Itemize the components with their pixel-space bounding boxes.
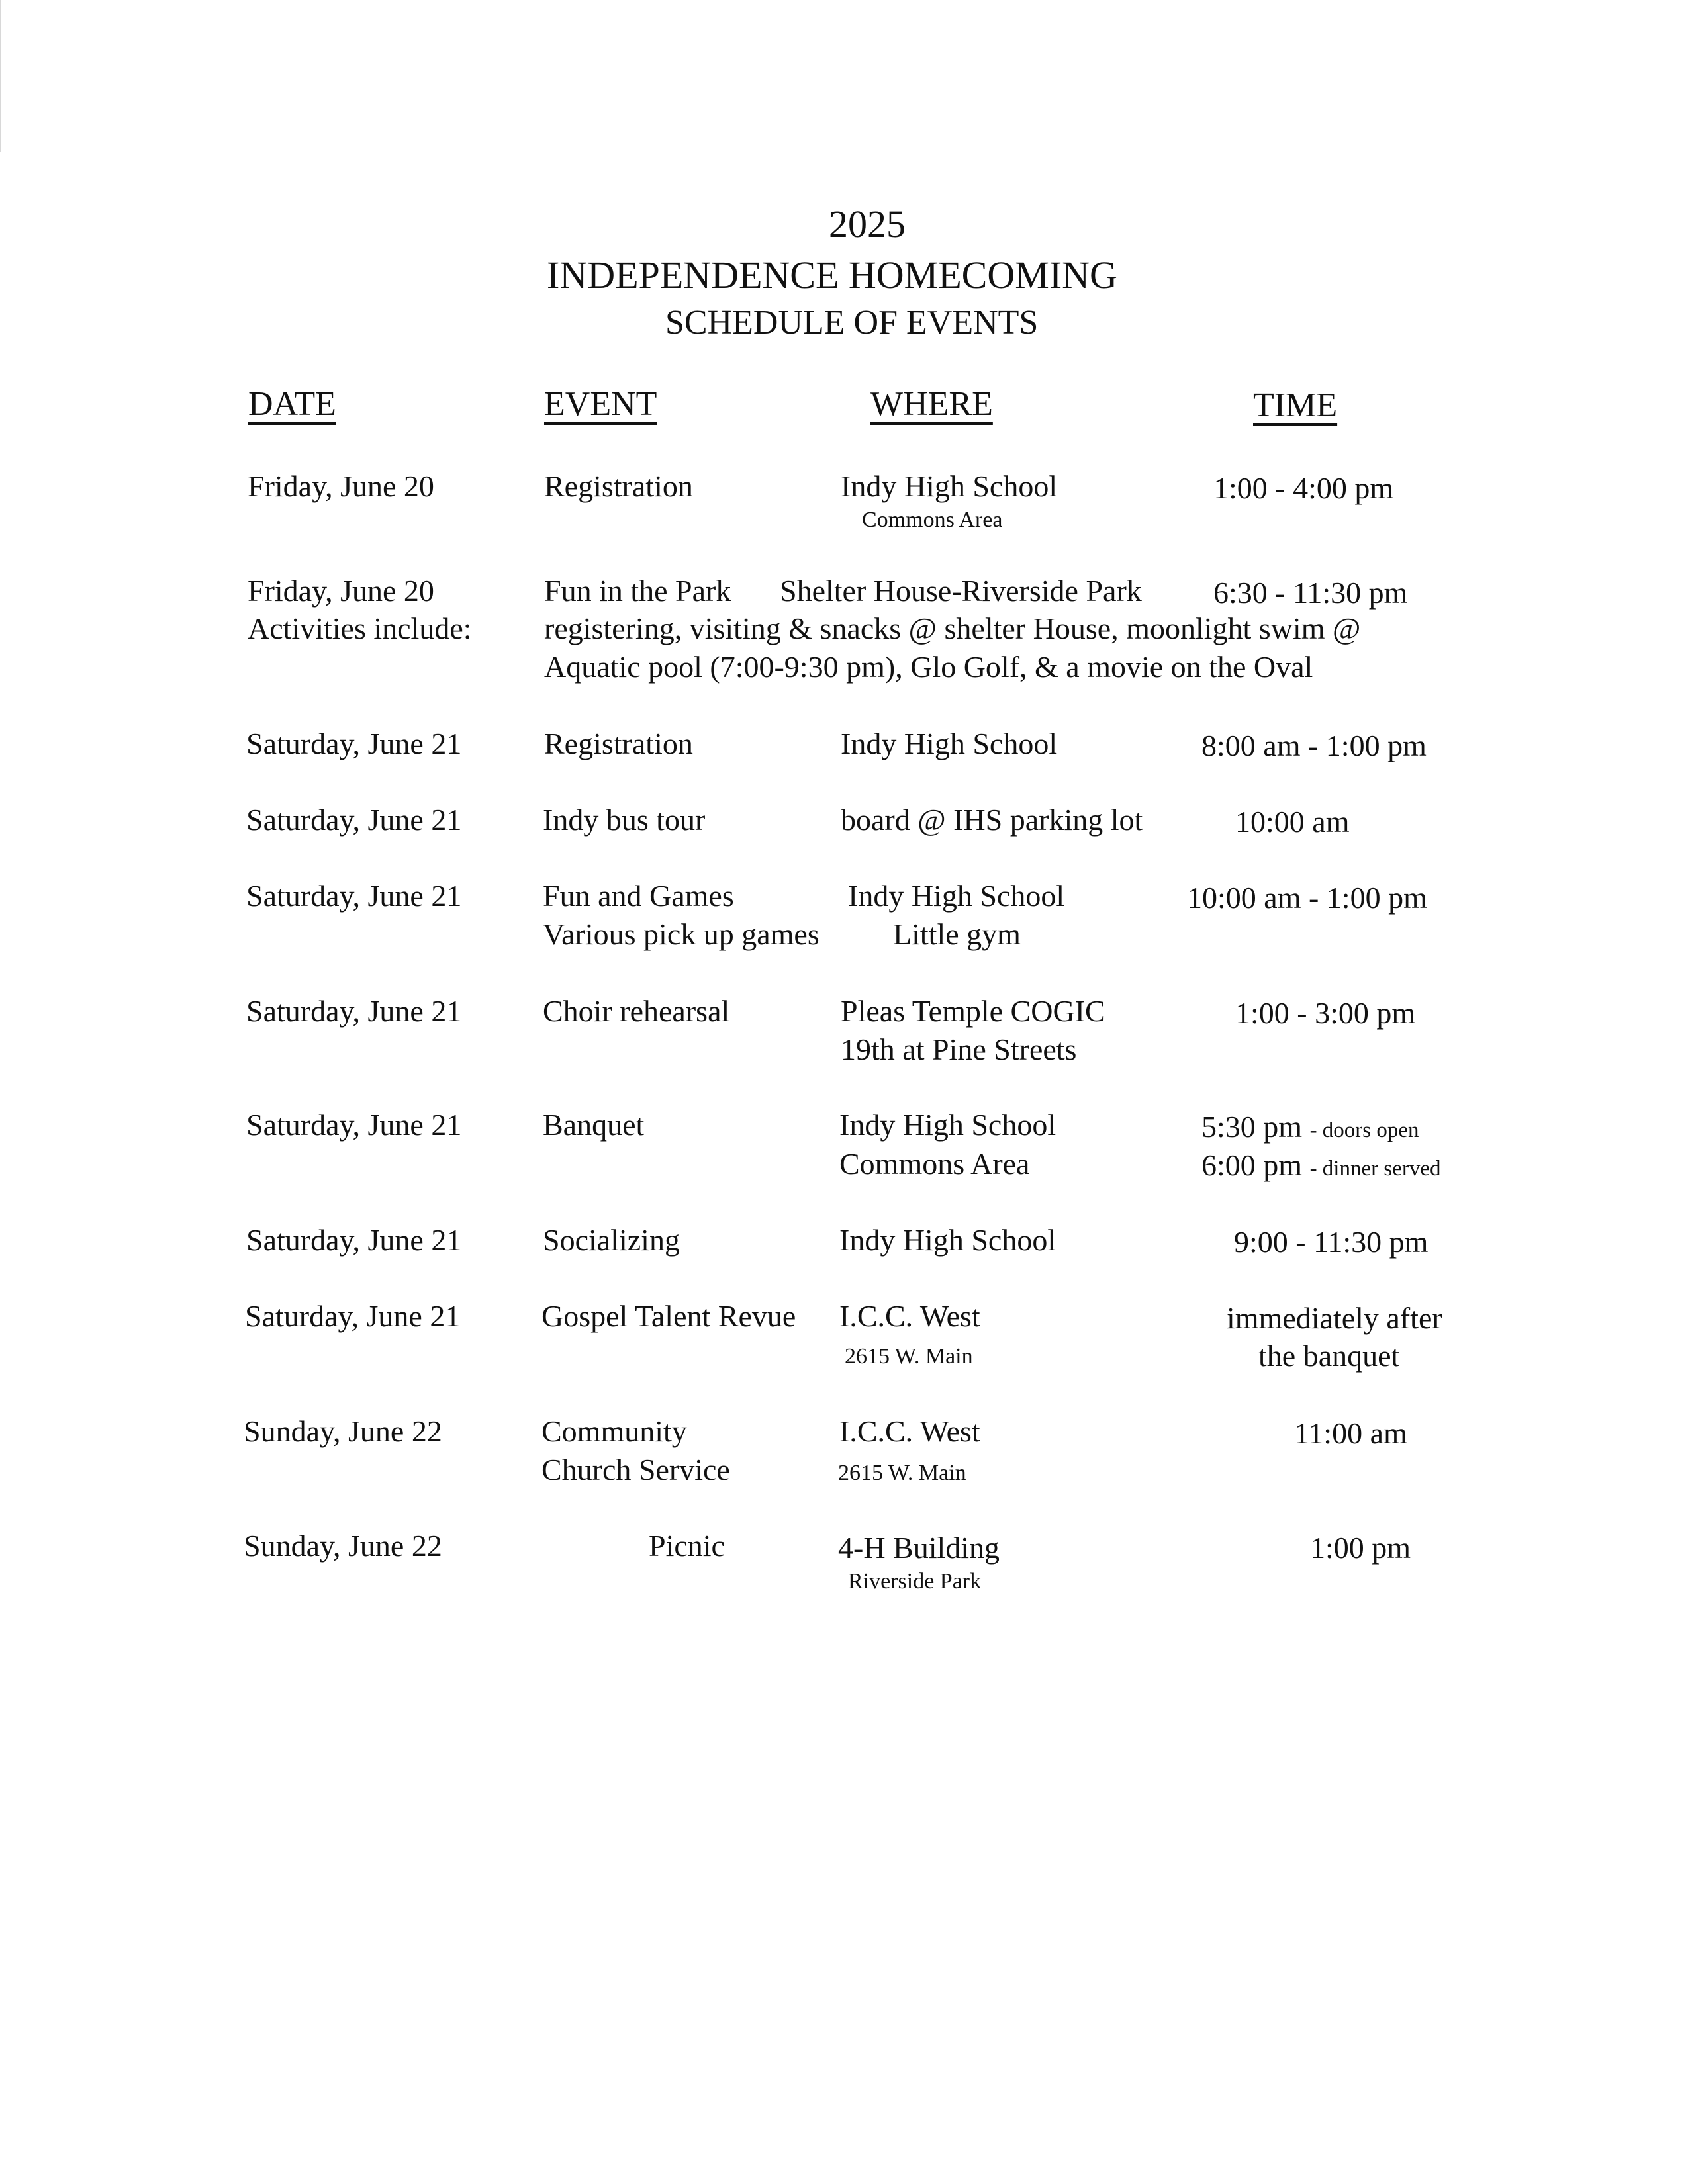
row2-event: Fun in the Park	[544, 574, 731, 608]
row6-event: Choir rehearsal	[543, 994, 730, 1028]
header-year: 2025	[829, 203, 906, 246]
row7-time-1-value: 5:30 pm	[1201, 1110, 1303, 1144]
row2-activities-line1: registering, visiting & snacks @ shelter House, moonlight swim @	[544, 612, 1361, 645]
row4-where: board @ IHS parking lot	[841, 803, 1143, 837]
row9-where-detail: 2615 W. Main	[845, 1344, 973, 1369]
row11-time: 1:00 pm	[1310, 1531, 1411, 1565]
row7-time-2-note: - dinner served	[1309, 1157, 1441, 1181]
row9-date: Saturday, June 21	[245, 1299, 461, 1333]
row10-event: Community	[541, 1414, 687, 1448]
row5-date: Saturday, June 21	[246, 879, 462, 913]
row7-time-1-note: - doors open	[1309, 1118, 1419, 1142]
row10-date: Sunday, June 22	[244, 1414, 442, 1448]
row7-time-2	[1201, 1150, 1440, 1181]
row11-where: 4-H Building	[838, 1531, 1000, 1565]
row10-event-detail: Church Service	[541, 1453, 730, 1486]
row1-where: Indy High School	[841, 469, 1058, 503]
column-header-event: EVENT	[544, 385, 657, 423]
row6-where: Pleas Temple COGIC	[841, 994, 1105, 1028]
column-header-where: WHERE	[870, 385, 993, 423]
row4-time: 10:00 am	[1235, 805, 1350, 839]
row7-event: Banquet	[543, 1108, 645, 1142]
row9-time-line2: the banquet	[1258, 1339, 1400, 1373]
row5-time: 10:00 am - 1:00 pm	[1187, 881, 1427, 915]
row10-where: I.C.C. West	[839, 1414, 980, 1448]
row10-time: 11:00 am	[1294, 1416, 1407, 1450]
page-title: INDEPENDENCE HOMECOMING	[547, 253, 1117, 296]
row5-where-detail: Little gym	[893, 917, 1021, 951]
row6-where-detail: 19th at Pine Streets	[841, 1032, 1077, 1066]
row7-date: Saturday, June 21	[246, 1108, 462, 1142]
row11-date: Sunday, June 22	[244, 1529, 442, 1563]
row11-event: Picnic	[649, 1529, 725, 1563]
row2-date: Friday, June 20	[248, 574, 434, 608]
row8-where: Indy High School	[839, 1223, 1056, 1257]
row8-event: Socializing	[543, 1223, 680, 1257]
row2-activities-line2: Aquatic pool (7:00-9:30 pm), Glo Golf, & a movie on the Oval	[544, 650, 1313, 684]
row9-event: Gospel Talent Revue	[541, 1299, 796, 1333]
row8-time: 9:00 - 11:30 pm	[1234, 1225, 1429, 1259]
row6-date: Saturday, June 21	[246, 994, 462, 1028]
row1-time: 1:00 - 4:00 pm	[1213, 471, 1394, 505]
row1-event: Registration	[544, 469, 693, 503]
row9-time: immediately after	[1227, 1301, 1442, 1335]
row4-event: Indy bus tour	[543, 803, 706, 837]
row2-where: Shelter House-Riverside Park	[780, 574, 1142, 608]
row7-time-2-value: 6:00 pm	[1201, 1148, 1303, 1182]
column-header-date: DATE	[248, 385, 336, 423]
column-header-time: TIME	[1253, 387, 1338, 424]
row5-event-detail: Various pick up games	[543, 917, 820, 951]
row7-where-detail: Commons Area	[839, 1147, 1030, 1181]
row1-where-detail: Commons Area	[862, 508, 1003, 532]
row5-event: Fun and Games	[543, 879, 734, 913]
row1-date: Friday, June 20	[248, 469, 434, 503]
row8-date: Saturday, June 21	[246, 1223, 462, 1257]
row7-time-1	[1201, 1112, 1419, 1142]
row2-date-note: Activities include:	[248, 612, 472, 645]
row11-where-detail: Riverside Park	[848, 1569, 982, 1594]
row3-date: Saturday, June 21	[246, 727, 462, 760]
row9-where: I.C.C. West	[839, 1299, 980, 1333]
row3-time: 8:00 am - 1:00 pm	[1201, 729, 1427, 762]
row4-date: Saturday, June 21	[246, 803, 462, 837]
row5-where: Indy High School	[848, 879, 1065, 913]
row7-where: Indy High School	[839, 1108, 1056, 1142]
row6-time: 1:00 - 3:00 pm	[1235, 996, 1416, 1030]
row2-time: 6:30 - 11:30 pm	[1213, 576, 1408, 610]
scan-edge-line	[0, 0, 1, 152]
row3-where: Indy High School	[841, 727, 1058, 760]
row3-event: Registration	[544, 727, 693, 760]
page-subtitle: SCHEDULE OF EVENTS	[665, 304, 1039, 341]
row10-where-detail: 2615 W. Main	[838, 1461, 966, 1485]
